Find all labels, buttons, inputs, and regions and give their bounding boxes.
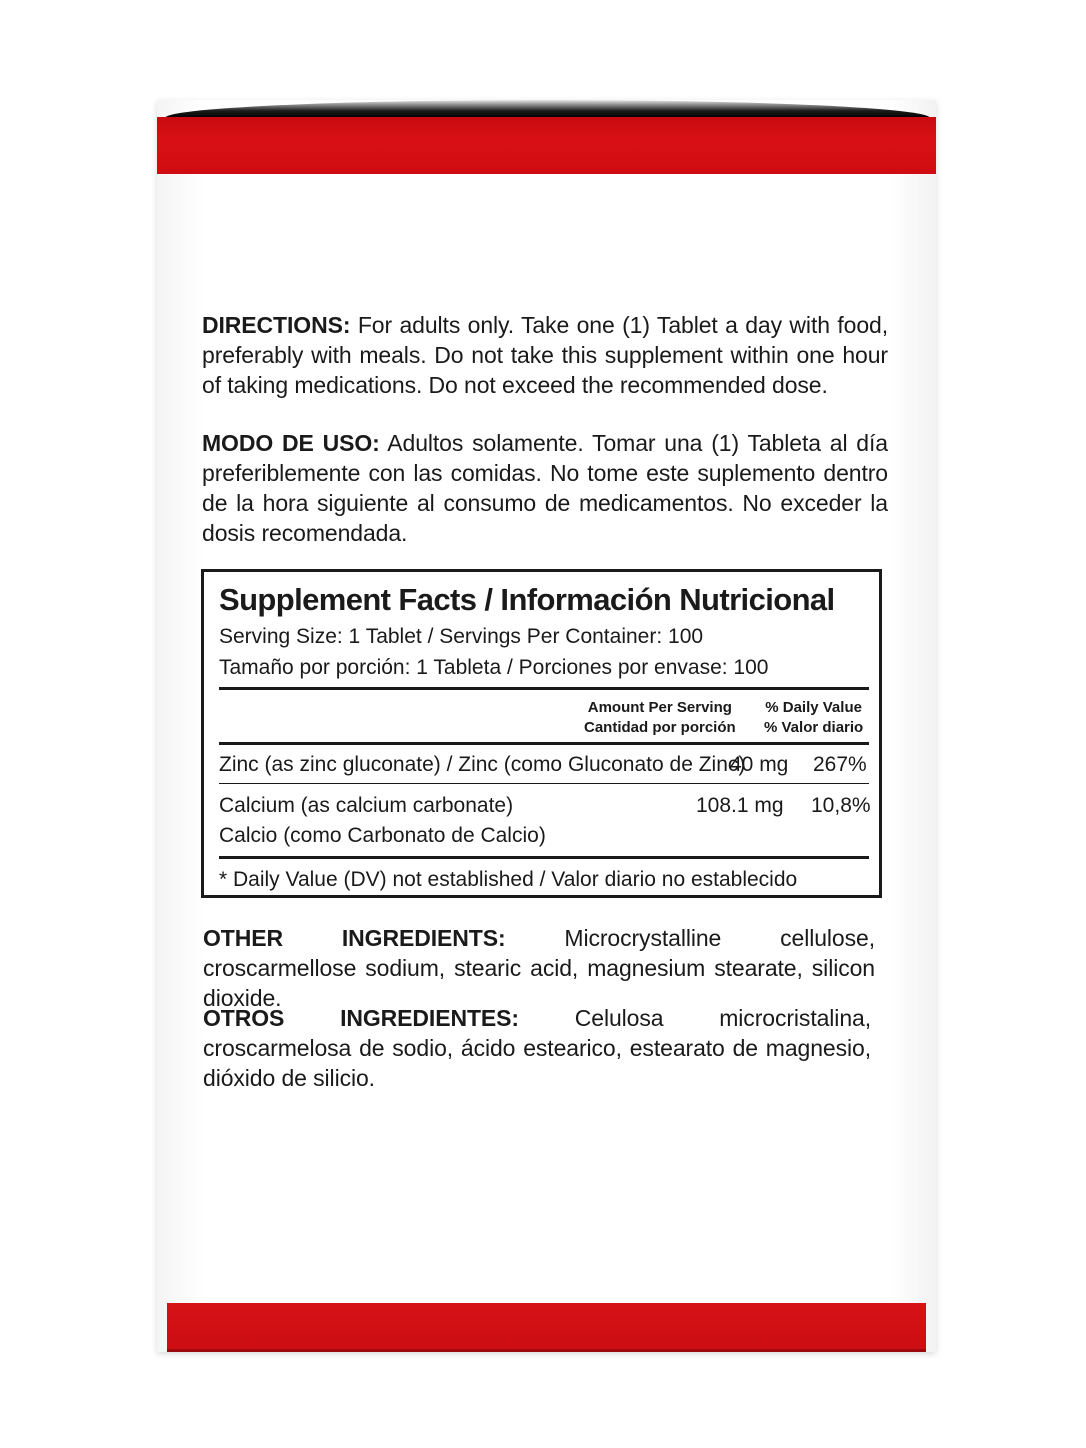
col-header-dv bbox=[764, 698, 863, 738]
directions-text: For adults only. Take one (1) Tablet a day with food, preferably with meals. Do not take this supplement within one hour of taking medications. Do not exceed the recommended dose. bbox=[202, 312, 888, 398]
row-calcium-amount: 108.1 mg bbox=[696, 794, 784, 817]
directions-paragraph bbox=[202, 310, 888, 400]
row-calcium-name: Calcium (as calcium carbonate) bbox=[219, 794, 514, 817]
modo-de-uso-text: Adultos solamente. Tomar una (1) Tableta al día preferiblemente con las comidas. No tome este suplemento dentro de la hora siguiente al consumo de medicamentos. No exceder la dosis recomendada. bbox=[202, 430, 888, 546]
modo-de-uso-label: MODO DE USO: bbox=[202, 430, 380, 456]
red-band-top bbox=[157, 117, 936, 174]
otros-ingredientes-label: OTROS INGREDIENTES: bbox=[203, 1005, 519, 1031]
other-ingredients-label: OTHER INGREDIENTS: bbox=[203, 925, 506, 951]
other-ingredients-paragraph bbox=[203, 923, 875, 1013]
facts-footnote: * Daily Value (DV) not established / Valor diario no establecido bbox=[219, 868, 798, 891]
row-zinc-amount: 40 mg bbox=[730, 753, 789, 776]
col-header-amount bbox=[584, 698, 736, 738]
red-band-bottom bbox=[167, 1303, 926, 1352]
supplement-facts-panel bbox=[201, 569, 882, 898]
col-header-dv-en: % Daily Value bbox=[765, 699, 862, 716]
other-ingredients-text: Microcrystalline cellulose, croscarmellose sodium, stearic acid, magnesium stearate, silicon dioxide. bbox=[203, 925, 876, 1011]
supplement-facts-title: Supplement Facts / Información Nutricional bbox=[219, 582, 835, 617]
facts-rule-header bbox=[219, 742, 869, 745]
row-calcium-dv: 10,8% bbox=[811, 794, 871, 817]
facts-rule-thick bbox=[219, 687, 869, 690]
modo-de-uso-paragraph bbox=[202, 428, 888, 548]
directions-label: DIRECTIONS: bbox=[202, 312, 351, 338]
otros-ingredientes-text: Celulosa microcristalina, croscarmelosa de sodio, ácido estearico, estearato de magnesio, dióxido de silicio. bbox=[203, 1005, 871, 1091]
facts-rule-row bbox=[219, 783, 869, 784]
facts-rule-bottom bbox=[219, 856, 869, 859]
row-zinc-name: Zinc (as zinc gluconate) / Zinc (como Gluconato de Zinc) bbox=[219, 753, 746, 776]
col-header-amount-es: Cantidad por porción bbox=[584, 719, 736, 736]
otros-ingredientes-paragraph bbox=[203, 1003, 871, 1093]
serving-size-en: Serving Size: 1 Tablet / Servings Per Container: 100 bbox=[219, 625, 704, 648]
row-calcium-name-es: Calcio (como Carbonato de Calcio) bbox=[219, 824, 546, 847]
col-header-amount-en: Amount Per Serving bbox=[587, 699, 732, 716]
row-zinc-dv: 267% bbox=[813, 753, 867, 776]
col-header-dv-es: % Valor diario bbox=[764, 719, 864, 736]
serving-size-es: Tamaño por porción: 1 Tableta / Porciones por envase: 100 bbox=[219, 656, 769, 679]
